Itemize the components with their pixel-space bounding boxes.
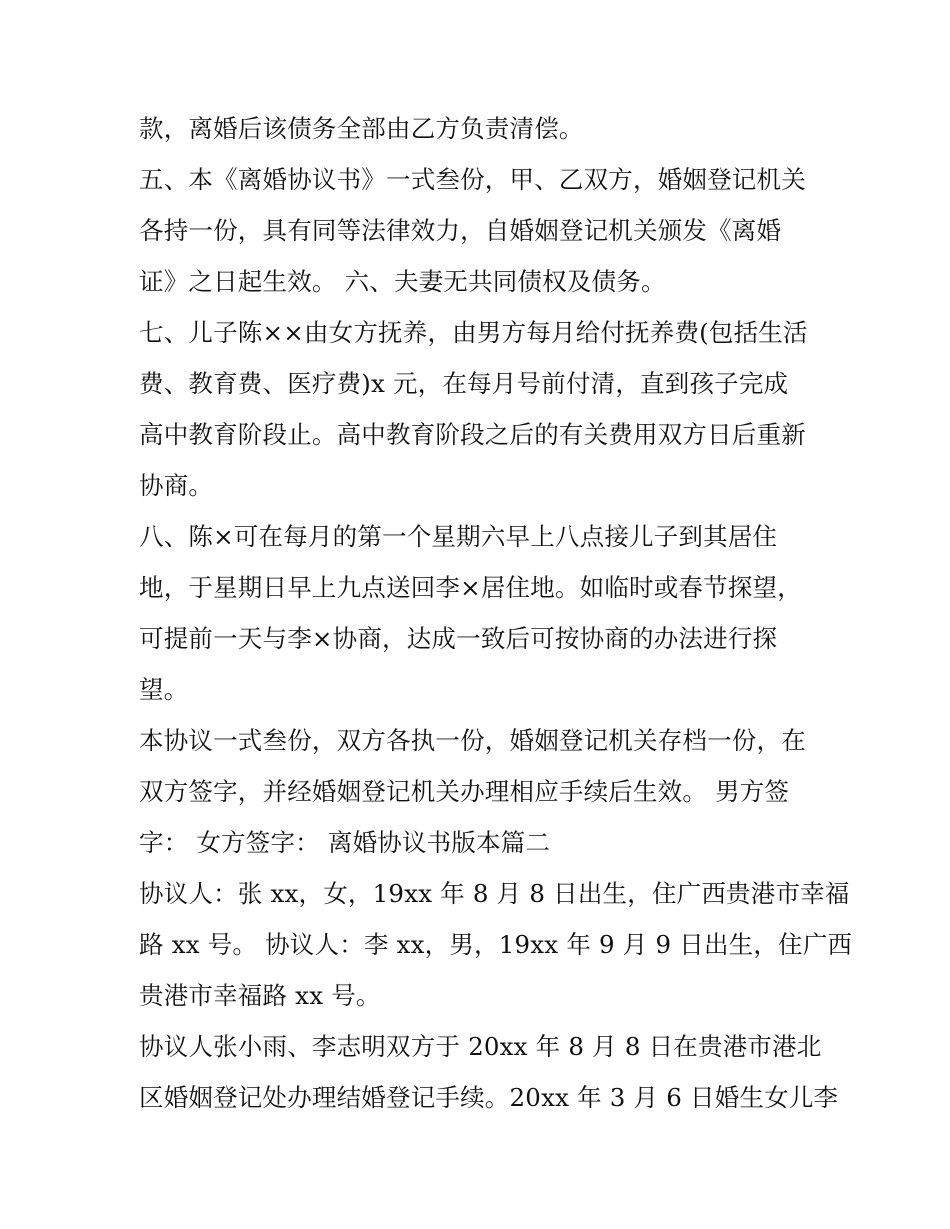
text-line: 区婚姻登记处办理结婚登记手续。20xx 年 3 月 6 日婚生女儿李 (139, 1083, 839, 1112)
text-line: 各持一份，具有同等法律效力，自婚姻登记机关颁发《离婚 (139, 216, 782, 245)
text-line: 五、本《离婚协议书》一式叁份，甲、乙双方，婚姻登记机关 (139, 165, 806, 194)
text-line: 费、教育费、医疗费)x 元，在每月号前付清，直到孩子完成 (139, 369, 789, 398)
text-line: 可提前一天与李×协商，达成一致后可按协商的办法进行探 (139, 624, 778, 653)
text-line: 协议人张小雨、李志明双方于 20xx 年 8 月 8 日在贵港市港北 (139, 1032, 822, 1061)
text-line: 字： 女方签字： 离婚协议书版本篇二 (139, 828, 551, 857)
text-line: 协议人：张 xx，女，19xx 年 8 月 8 日出生，住广西贵港市幸福 (139, 879, 850, 908)
text-line: 协商。 (139, 471, 214, 500)
text-line: 七、儿子陈××由女方抚养，由男方每月给付抚养费(包括生活 (139, 318, 808, 347)
text-line: 款，离婚后该债务全部由乙方负责清偿。 (139, 114, 584, 143)
text-line: 路 xx 号。 协议人：李 xx，男，19xx 年 9 月 9 日出生，住广西 (139, 930, 853, 959)
text-line: 望。 (139, 675, 189, 704)
text-line: 双方签字，并经婚姻登记机关办理相应手续后生效。 男方签 (139, 777, 790, 806)
text-line: 证》之日起生效。 六、夫妻无共同债权及债务。 (139, 267, 666, 296)
text-line: 八、陈×可在每月的第一个星期六早上八点接儿子到其居住 (139, 522, 778, 551)
text-line: 高中教育阶段止。高中教育阶段之后的有关费用双方日后重新 (139, 420, 806, 449)
text-line: 贵港市幸福路 xx 号。 (139, 981, 381, 1010)
text-line: 地，于星期日早上九点送回李×居住地。如临时或春节探望， (139, 573, 802, 602)
document-body (139, 103, 853, 1123)
text-line: 本协议一式叁份，双方各执一份，婚姻登记机关存档一份，在 (139, 726, 806, 755)
